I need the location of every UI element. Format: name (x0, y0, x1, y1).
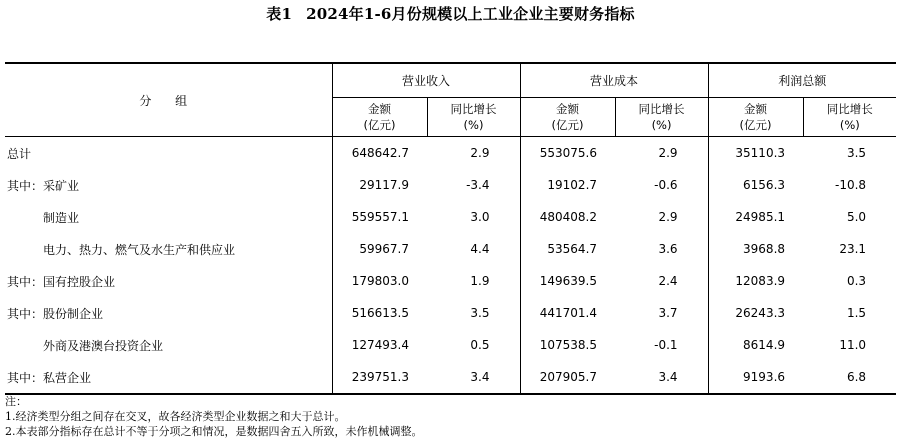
row-label: 其中：股份制企业 (7, 306, 104, 321)
row-label: 其中：私营企业 (5, 361, 332, 394)
subheader-revenue-growth: 同比增长 (%) (427, 98, 520, 137)
row-label: 总计 (7, 146, 32, 161)
subheader-profit-growth: 同比增长 (%) (803, 98, 896, 137)
cell-cost-growth: 2.9 (658, 210, 678, 224)
cell-profit-growth: 5.0 (846, 210, 867, 224)
table-row (5, 137, 896, 170)
cell-cost-growth: 2.9 (658, 146, 678, 160)
cell-revenue-growth: 2.9 (470, 146, 490, 160)
cell-cost-growth: 3.6 (658, 242, 678, 256)
cell-profit-growth: 23.1 (839, 242, 867, 256)
table-title-text: 2024年1-6月份规模以上工业企业主要财务指标 (306, 5, 635, 23)
table-row (5, 201, 896, 233)
subheader-revenue-amount: 金额 (亿元) (332, 98, 427, 137)
cell-cost-growth: 3.4 (615, 361, 708, 394)
cell-revenue-growth: 3.5 (470, 306, 490, 320)
header-row-main (5, 63, 896, 98)
cell-profit-growth: -10.8 (834, 178, 867, 192)
cell-revenue-growth: 0.5 (470, 338, 490, 352)
subheader-cost-growth: 同比增长 (%) (615, 98, 708, 137)
table-row (5, 169, 896, 201)
cell-revenue-growth: 4.4 (470, 242, 490, 256)
row-label: 其中：国有控股企业 (7, 274, 116, 289)
table-row (5, 329, 896, 361)
subheader-cost-amount: 金额 (亿元) (520, 98, 615, 137)
cell-revenue-growth: 3.4 (427, 361, 520, 394)
cell-revenue-amount: 648642.7 (332, 137, 427, 170)
cell-profit-growth: 11.0 (839, 338, 867, 352)
cell-profit-growth: 0.3 (846, 274, 867, 288)
financial-indicators-table (5, 62, 896, 395)
cell-cost-growth: -0.6 (654, 178, 678, 192)
cell-cost-growth: 2.4 (658, 274, 678, 288)
cell-profit-amount: 8614.9 (708, 329, 803, 361)
cell-cost-amount: 553075.6 (520, 137, 615, 170)
cell-revenue-growth: 1.9 (470, 274, 490, 288)
cell-profit-growth: 3.5 (846, 146, 867, 160)
cell-profit-amount: 26243.3 (708, 297, 803, 329)
cell-revenue-amount: 127493.4 (332, 329, 427, 361)
column-header-cost: 营业成本 (520, 63, 708, 98)
table-row (5, 297, 896, 329)
cell-profit-amount: 3968.8 (708, 233, 803, 265)
row-label: 其中：采矿业 (7, 178, 80, 193)
note-item: 2.本表部分指标存在总计不等于分项之和情况，是数据四舍五入所致，未作机械调整。 (5, 425, 423, 438)
cell-cost-amount: 19102.7 (520, 169, 615, 201)
row-label: 外商及港澳台投资企业 (7, 338, 164, 353)
subheader-profit-amount: 金额 (亿元) (708, 98, 803, 137)
cell-revenue-amount: 179803.0 (332, 265, 427, 297)
cell-cost-amount: 107538.5 (520, 329, 615, 361)
cell-profit-growth: 1.5 (846, 306, 867, 320)
cell-profit-amount: 35110.3 (708, 137, 803, 170)
cell-cost-amount: 207905.7 (520, 361, 615, 394)
note-item: 1.经济类型分组之间存在交叉，故各经济类型企业数据之和大于总计。 (5, 410, 346, 423)
cell-cost-amount: 441701.4 (520, 297, 615, 329)
cell-profit-amount: 24985.1 (708, 201, 803, 233)
column-header-profit: 利润总额 (708, 63, 896, 98)
cell-cost-amount: 149639.5 (520, 265, 615, 297)
table-row (5, 265, 896, 297)
cell-cost-amount: 480408.2 (520, 201, 615, 233)
cell-revenue-amount: 516613.5 (332, 297, 427, 329)
cell-profit-amount: 12083.9 (708, 265, 803, 297)
table-row (5, 233, 896, 265)
cell-revenue-growth: -3.4 (466, 178, 490, 192)
cell-revenue-amount: 559557.1 (332, 201, 427, 233)
cell-profit-growth: 6.8 (803, 361, 896, 394)
table-number: 表1 (266, 5, 293, 23)
row-label: 制造业 (7, 210, 80, 225)
cell-cost-amount: 53564.7 (520, 233, 615, 265)
table-row (5, 361, 896, 394)
cell-revenue-growth: 3.0 (470, 210, 490, 224)
cell-revenue-amount: 29117.9 (332, 169, 427, 201)
cell-cost-growth: 3.7 (658, 306, 678, 320)
notes-label: 注： (5, 395, 27, 408)
table-title (0, 3, 901, 24)
group-header: 分 组 (5, 63, 332, 137)
cell-profit-amount: 9193.6 (708, 361, 803, 394)
cell-cost-growth: -0.1 (654, 338, 678, 352)
table-notes (5, 394, 896, 439)
row-label: 电力、热力、燃气及水生产和供应业 (7, 242, 236, 257)
cell-revenue-amount: 239751.3 (332, 361, 427, 394)
cell-revenue-amount: 59967.7 (332, 233, 427, 265)
cell-profit-amount: 6156.3 (708, 169, 803, 201)
column-header-revenue: 营业收入 (332, 63, 520, 98)
